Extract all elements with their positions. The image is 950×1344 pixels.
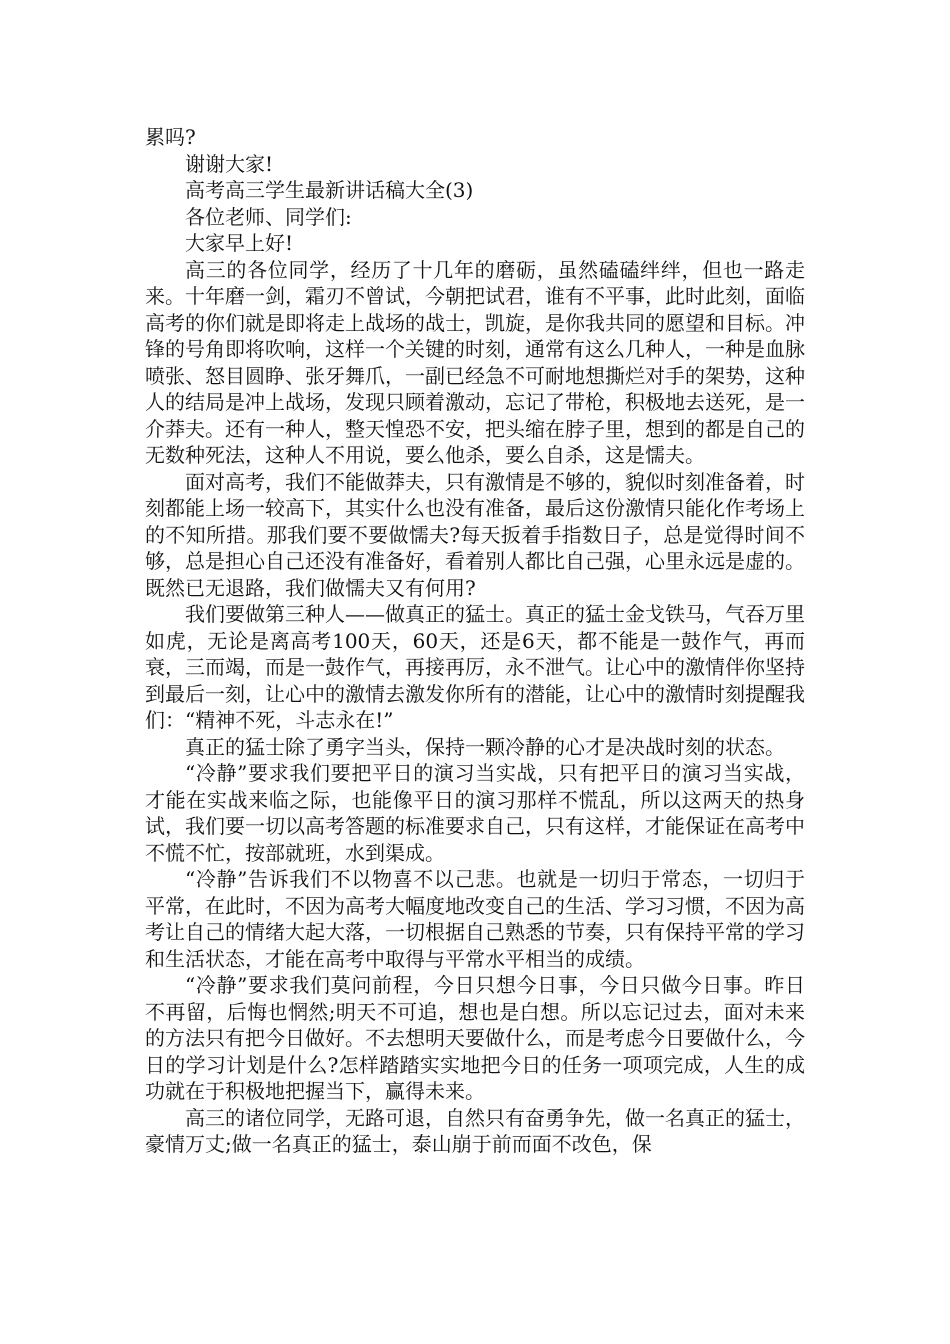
greeting: 大家早上好! <box>185 231 294 255</box>
paragraph: 我们要做第三种人——做真正的猛士。真正的猛士金戈铁马，气吞万里如虎，无论是离高考100天，60天，还是6天，都不能是一鼓作气，再而衰，三而竭，而是一鼓作气，再接再厉，永不泄气。让心中的激情伴你坚持到最后一刻，让心中的激情去激发你所有的潜能，让心中的激情时刻提醒我们：“精神不死，斗志永在!” <box>145 602 805 732</box>
paragraph: 高三的各位同学，经历了十几年的磨砺，虽然磕磕绊绊，但也一路走来。十年磨一剑，霜刃不曾试，今朝把试君，谁有不平事，此时此刻，面临高考的你们就是即将走上战场的战士，凯旋，是你我共同的愿望和目标。冲锋的号角即将吹响，这样一个关键的时刻，通常有这么几种人，一种是血脉喷张、怒目圆睁、张牙舞爪，一副已经急不可耐地想撕烂对手的架势，这种人的结局是冲上战场，发现只顾着激动，忘记了带枪，积极地去送死，是一介莽夫。还有一种人，整天惶恐不安，把头缩在脖子里，想到的都是自己的无数种死法，这种人不用说，要么他杀，要么自杀，这是懦夫。 <box>145 257 805 467</box>
document-body <box>145 124 805 1158</box>
paragraph-continuation: 累吗? <box>145 125 196 149</box>
paragraph: “冷静”要求我们莫问前程，今日只想今日事，今日只做今日事。昨日不再留，后悔也惘然;明天不可追，想也是白想。所以忘记过去，面对未来的方法只有把今日做好。不去想明天要做什么，而是考虑今日要做什么，今日的学习计划是什么?怎样踏踏实实地把今日的任务一项项完成，人生的成功就在于积极地把握当下，赢得未来。 <box>145 973 805 1103</box>
paragraph-thanks: 谢谢大家! <box>185 151 274 176</box>
section-title: 高考高三学生最新讲话稿大全(3) <box>185 178 474 202</box>
paragraph: 高三的诸位同学，无路可退，自然只有奋勇争先，做一名真正的猛士，豪情万丈;做一名真正的猛士，泰山崩于前而面不改色，保 <box>145 1105 805 1156</box>
paragraph: 面对高考，我们不能做莽夫，只有激情是不够的，貌似时刻准备着，时刻都能上场一较高下，其实什么也没有准备，最后这份激情只能化作考场上的不知所措。那我们要不要做懦夫?每天扳着手指数日子，总是觉得时间不够，总是担心自己还没有准备好，看着别人都比自己强，心里永远是虚的。既然已无退路，我们做懦夫又有何用? <box>145 469 805 600</box>
paragraph: “冷静”要求我们要把平日的演习当实战，只有把平日的演习当实战，才能在实战来临之际，也能像平日的演习那样不慌乱，所以这两天的热身试，我们要一切以高考答题的标准要求自己，只有这样，才能保证在高考中不慌不忙，按部就班，水到渠成。 <box>145 761 805 865</box>
paragraph: 真正的猛士除了勇字当头，保持一颗冷静的心才是决战时刻的状态。 <box>185 734 785 759</box>
salutation: 各位老师、同学们: <box>185 204 352 229</box>
paragraph: “冷静”告诉我们不以物喜不以己悲。也就是一切归于常态，一切归于平常，在此时，不因为高考大幅度地改变自己的生活、学习习惯，不因为高考让自己的情绪大起大落，一切根据自己熟悉的节奏，只有保持平常的学习和生活状态，才能在高考中取得与平常水平相当的成绩。 <box>145 867 805 971</box>
